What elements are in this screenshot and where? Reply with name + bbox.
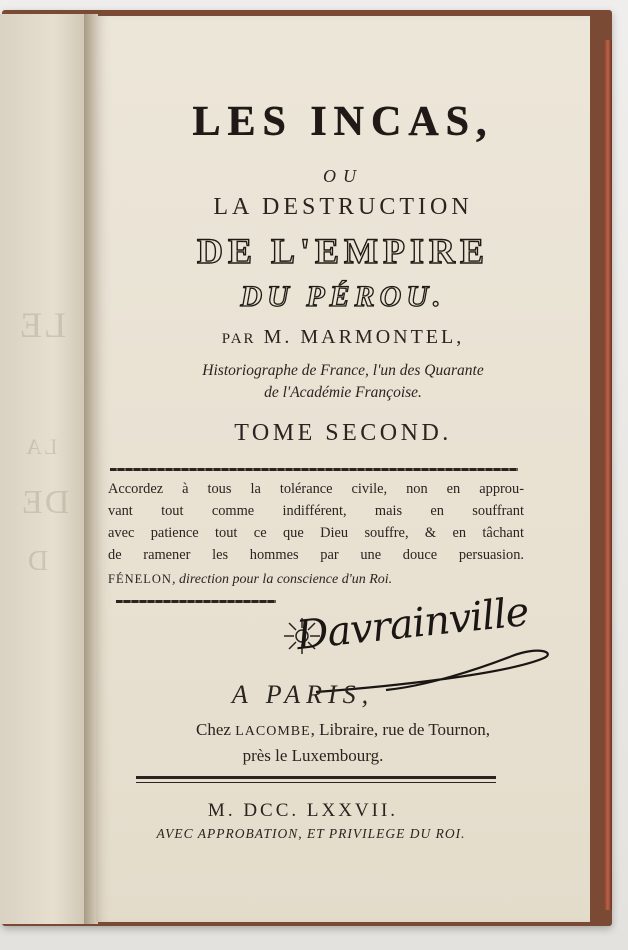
author-prefix: PAR	[221, 331, 256, 347]
attribution-work: , direction pour la conscience d'un Roi.	[171, 572, 393, 587]
author-line	[96, 326, 590, 349]
author-name: M. MARMONTEL,	[263, 326, 465, 348]
epigraph-line: avec patience tout ce que Dieu souffre, & en tâchant	[108, 525, 524, 541]
imprint-publisher	[96, 720, 590, 740]
imprint-rule-thin	[136, 782, 496, 783]
ornamental-rule-top	[110, 468, 518, 471]
subtitle-line-1: LA DESTRUCTION	[213, 194, 473, 220]
bleed-through-text: LE	[18, 305, 66, 345]
bleed-through-text: LA	[24, 434, 58, 459]
publisher-prefix: Chez	[196, 720, 231, 739]
publisher-name: LACOMBE	[235, 724, 311, 739]
title-conjunction: OU	[323, 166, 363, 186]
volume-label: TOME SECOND.	[234, 420, 452, 446]
subtitle-line-2: DE L'EMPIRE	[196, 231, 490, 271]
left-page	[0, 14, 88, 924]
epigraph-attribution	[108, 572, 392, 588]
author-role-line-2: de l'Académie Françoise.	[264, 384, 422, 401]
attribution-name: FÉNELON	[108, 572, 172, 586]
royal-privilege: AVEC APPROBATION, ET PRIVILEGE DU ROI.	[156, 826, 466, 841]
epigraph	[108, 478, 524, 566]
bleed-through-text: D	[26, 546, 49, 577]
ornamental-rule-middle	[116, 600, 276, 603]
title-page	[96, 16, 590, 922]
imprint-location: près le Luxembourg.	[242, 746, 384, 765]
epigraph-line: vant tout comme indifférent, mais en souffrant	[108, 503, 524, 519]
publisher-address: , Libraire, rue de Tournon,	[310, 720, 490, 739]
book-title: LES INCAS,	[192, 99, 494, 145]
author-role-line-1: Historiographe de France, l'un des Quarante	[202, 362, 484, 379]
imprint-place: A PARIS,	[231, 680, 375, 709]
publication-year: M. DCC. LXXVII.	[207, 800, 399, 821]
subtitle-line-3: DU PÉROU.	[240, 280, 446, 313]
bleed-through-text: DE	[20, 484, 70, 521]
cover-edge	[604, 40, 612, 910]
imprint-rule-thick	[136, 776, 496, 779]
handwritten-signature: Davrainville	[294, 588, 531, 660]
epigraph-line: de ramener les hommes par une douce persuasion.	[108, 547, 524, 563]
epigraph-line: Accordez à tous la tolérance civile, non en approu-	[108, 481, 524, 497]
